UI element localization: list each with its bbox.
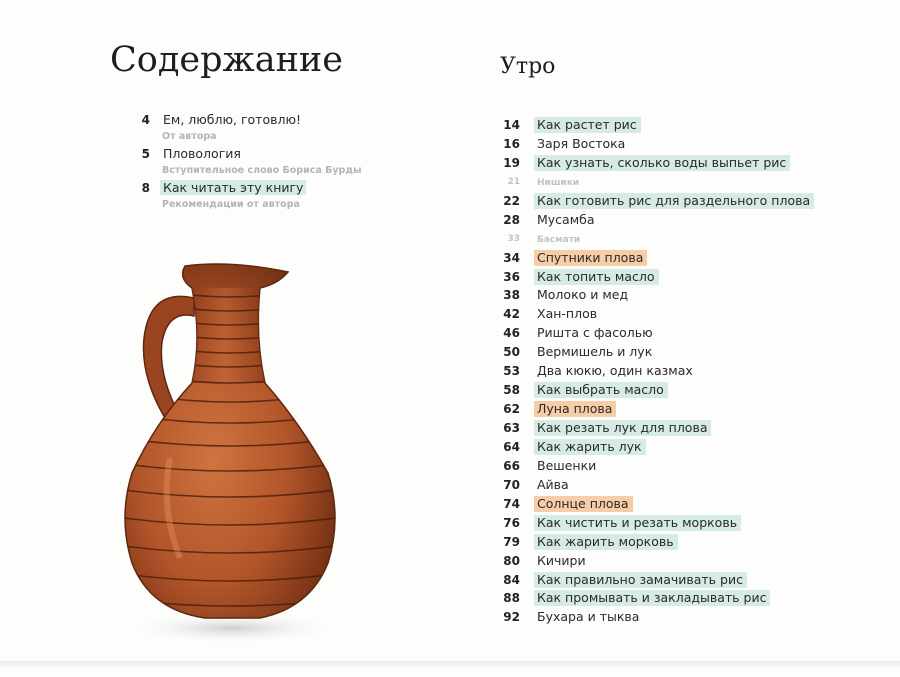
clay-jug-illustration — [110, 258, 350, 658]
toc-entry-title: Как резать лук для плова — [534, 420, 711, 436]
toc-entry-title: Бухара и тыква — [537, 609, 640, 625]
page-number: 62 — [503, 402, 520, 417]
toc-subentry[interactable] — [498, 173, 858, 192]
page-number: 58 — [503, 383, 520, 398]
toc-subentry[interactable] — [498, 230, 858, 249]
toc-entry[interactable] — [498, 495, 858, 514]
toc-entry[interactable] — [498, 286, 858, 305]
page-title: Содержание — [110, 40, 343, 80]
toc-entry-title: Как правильно замачивать рис — [534, 572, 747, 588]
toc-entry[interactable] — [498, 533, 858, 552]
intro-toc-list — [110, 112, 410, 214]
page-number: 63 — [503, 421, 520, 435]
toc-entry[interactable] — [498, 571, 858, 590]
toc-entry-title: Как растет рис — [534, 117, 641, 133]
toc-entry[interactable] — [498, 154, 858, 173]
toc-entry-title: Солнце плова — [534, 496, 633, 512]
toc-entry[interactable] — [498, 211, 858, 230]
page-number: 74 — [503, 496, 520, 511]
toc-entry[interactable] — [498, 552, 858, 571]
toc-entry-title: Басмати — [537, 234, 581, 245]
toc-entry-title: Хан-плов — [537, 306, 598, 322]
toc-entry-subtitle: Вступительное слово Бориса Бурды — [162, 165, 362, 176]
page-number: 5 — [141, 147, 150, 161]
toc-entry-title: Пловология — [163, 146, 241, 161]
toc-entry[interactable] — [110, 180, 410, 214]
toc-entry-title: Луна плова — [534, 401, 616, 417]
toc-entry[interactable] — [498, 268, 858, 287]
toc-entry-title: Ем, люблю, готовлю! — [163, 112, 301, 127]
toc-entry-title: Как промывать и закладывать рис — [534, 590, 770, 606]
toc-entry[interactable] — [498, 419, 858, 438]
page-number: 79 — [503, 534, 520, 549]
toc-entry-title: Как читать эту книгу — [160, 180, 306, 195]
toc-entry[interactable] — [498, 400, 858, 419]
toc-entry-subtitle: Рекомендации от автора — [162, 199, 300, 210]
toc-entry[interactable] — [110, 112, 410, 146]
page-number: 88 — [503, 591, 520, 606]
page-number: 21 — [507, 176, 520, 187]
page-number: 14 — [503, 118, 520, 132]
toc-entry-title: Как жарить лук — [534, 439, 646, 455]
toc-entry[interactable] — [498, 305, 858, 324]
toc-entry[interactable] — [498, 135, 858, 154]
toc-entry-title: Вешенки — [537, 457, 597, 473]
toc-entry-title: Кичири — [537, 552, 586, 568]
page-number: 16 — [503, 136, 520, 151]
page-number: 33 — [507, 233, 520, 244]
page-number: 64 — [503, 439, 520, 454]
toc-entry-title: Как чистить и резать морковь — [534, 515, 741, 531]
page-number: 38 — [503, 288, 520, 303]
toc-entry-title: Мусамба — [537, 211, 595, 227]
page-number: 36 — [503, 269, 520, 284]
page-number: 80 — [503, 553, 520, 568]
toc-entry-title: Как выбрать масло — [534, 382, 668, 398]
page-number: 76 — [503, 515, 520, 530]
toc-entry-title: Заря Востока — [537, 135, 626, 151]
toc-entry[interactable] — [498, 362, 858, 381]
page-number: 50 — [503, 345, 520, 360]
toc-entry[interactable] — [498, 608, 858, 627]
toc-entry-title: Как готовить рис для раздельного плова — [534, 193, 814, 209]
toc-entry-title: Ришта с фасолью — [537, 325, 653, 341]
page-number: 66 — [503, 458, 520, 473]
toc-entry[interactable] — [110, 146, 410, 180]
page-number: 46 — [503, 326, 520, 341]
toc-entry[interactable] — [498, 438, 858, 457]
toc-entry-title: Молоко и мед — [537, 287, 629, 303]
toc-entry[interactable] — [498, 324, 858, 343]
page-edge — [0, 661, 900, 667]
toc-entry-title: Айва — [537, 476, 569, 492]
toc-entry[interactable] — [498, 192, 858, 211]
page-number: 53 — [503, 364, 520, 379]
toc-entry-subtitle: От автора — [162, 131, 217, 142]
page-number: 70 — [503, 477, 520, 492]
page-number: 8 — [141, 181, 150, 195]
page-number: 28 — [503, 212, 520, 227]
toc-entry[interactable] — [498, 457, 858, 476]
toc-entry[interactable] — [498, 476, 858, 495]
page-number: 42 — [503, 307, 520, 322]
page-number: 19 — [503, 155, 520, 170]
toc-entry[interactable] — [498, 589, 858, 608]
toc-entry-title: Спутники плова — [534, 250, 647, 266]
toc-entry[interactable] — [498, 116, 858, 135]
toc-entry[interactable] — [498, 381, 858, 400]
section-title: Утро — [500, 54, 556, 79]
section-toc-list — [498, 116, 858, 627]
page-number: 22 — [503, 193, 520, 208]
page-number: 34 — [503, 250, 520, 265]
toc-entry-title: Вермишель и лук — [537, 344, 653, 360]
toc-entry[interactable] — [498, 249, 858, 268]
page-number: 84 — [503, 572, 520, 587]
toc-entry[interactable] — [498, 343, 858, 362]
toc-entry[interactable] — [498, 514, 858, 533]
toc-entry-title: Нишики — [537, 177, 580, 188]
toc-entry-title: Как топить масло — [534, 269, 659, 285]
toc-entry-title: Как жарить морковь — [534, 534, 678, 550]
toc-entry-title: Два кюкю, один казмах — [537, 363, 693, 379]
toc-entry-title: Как узнать, сколько воды выпьет рис — [534, 155, 790, 171]
page-number: 4 — [141, 113, 150, 127]
page-number: 92 — [503, 610, 520, 625]
